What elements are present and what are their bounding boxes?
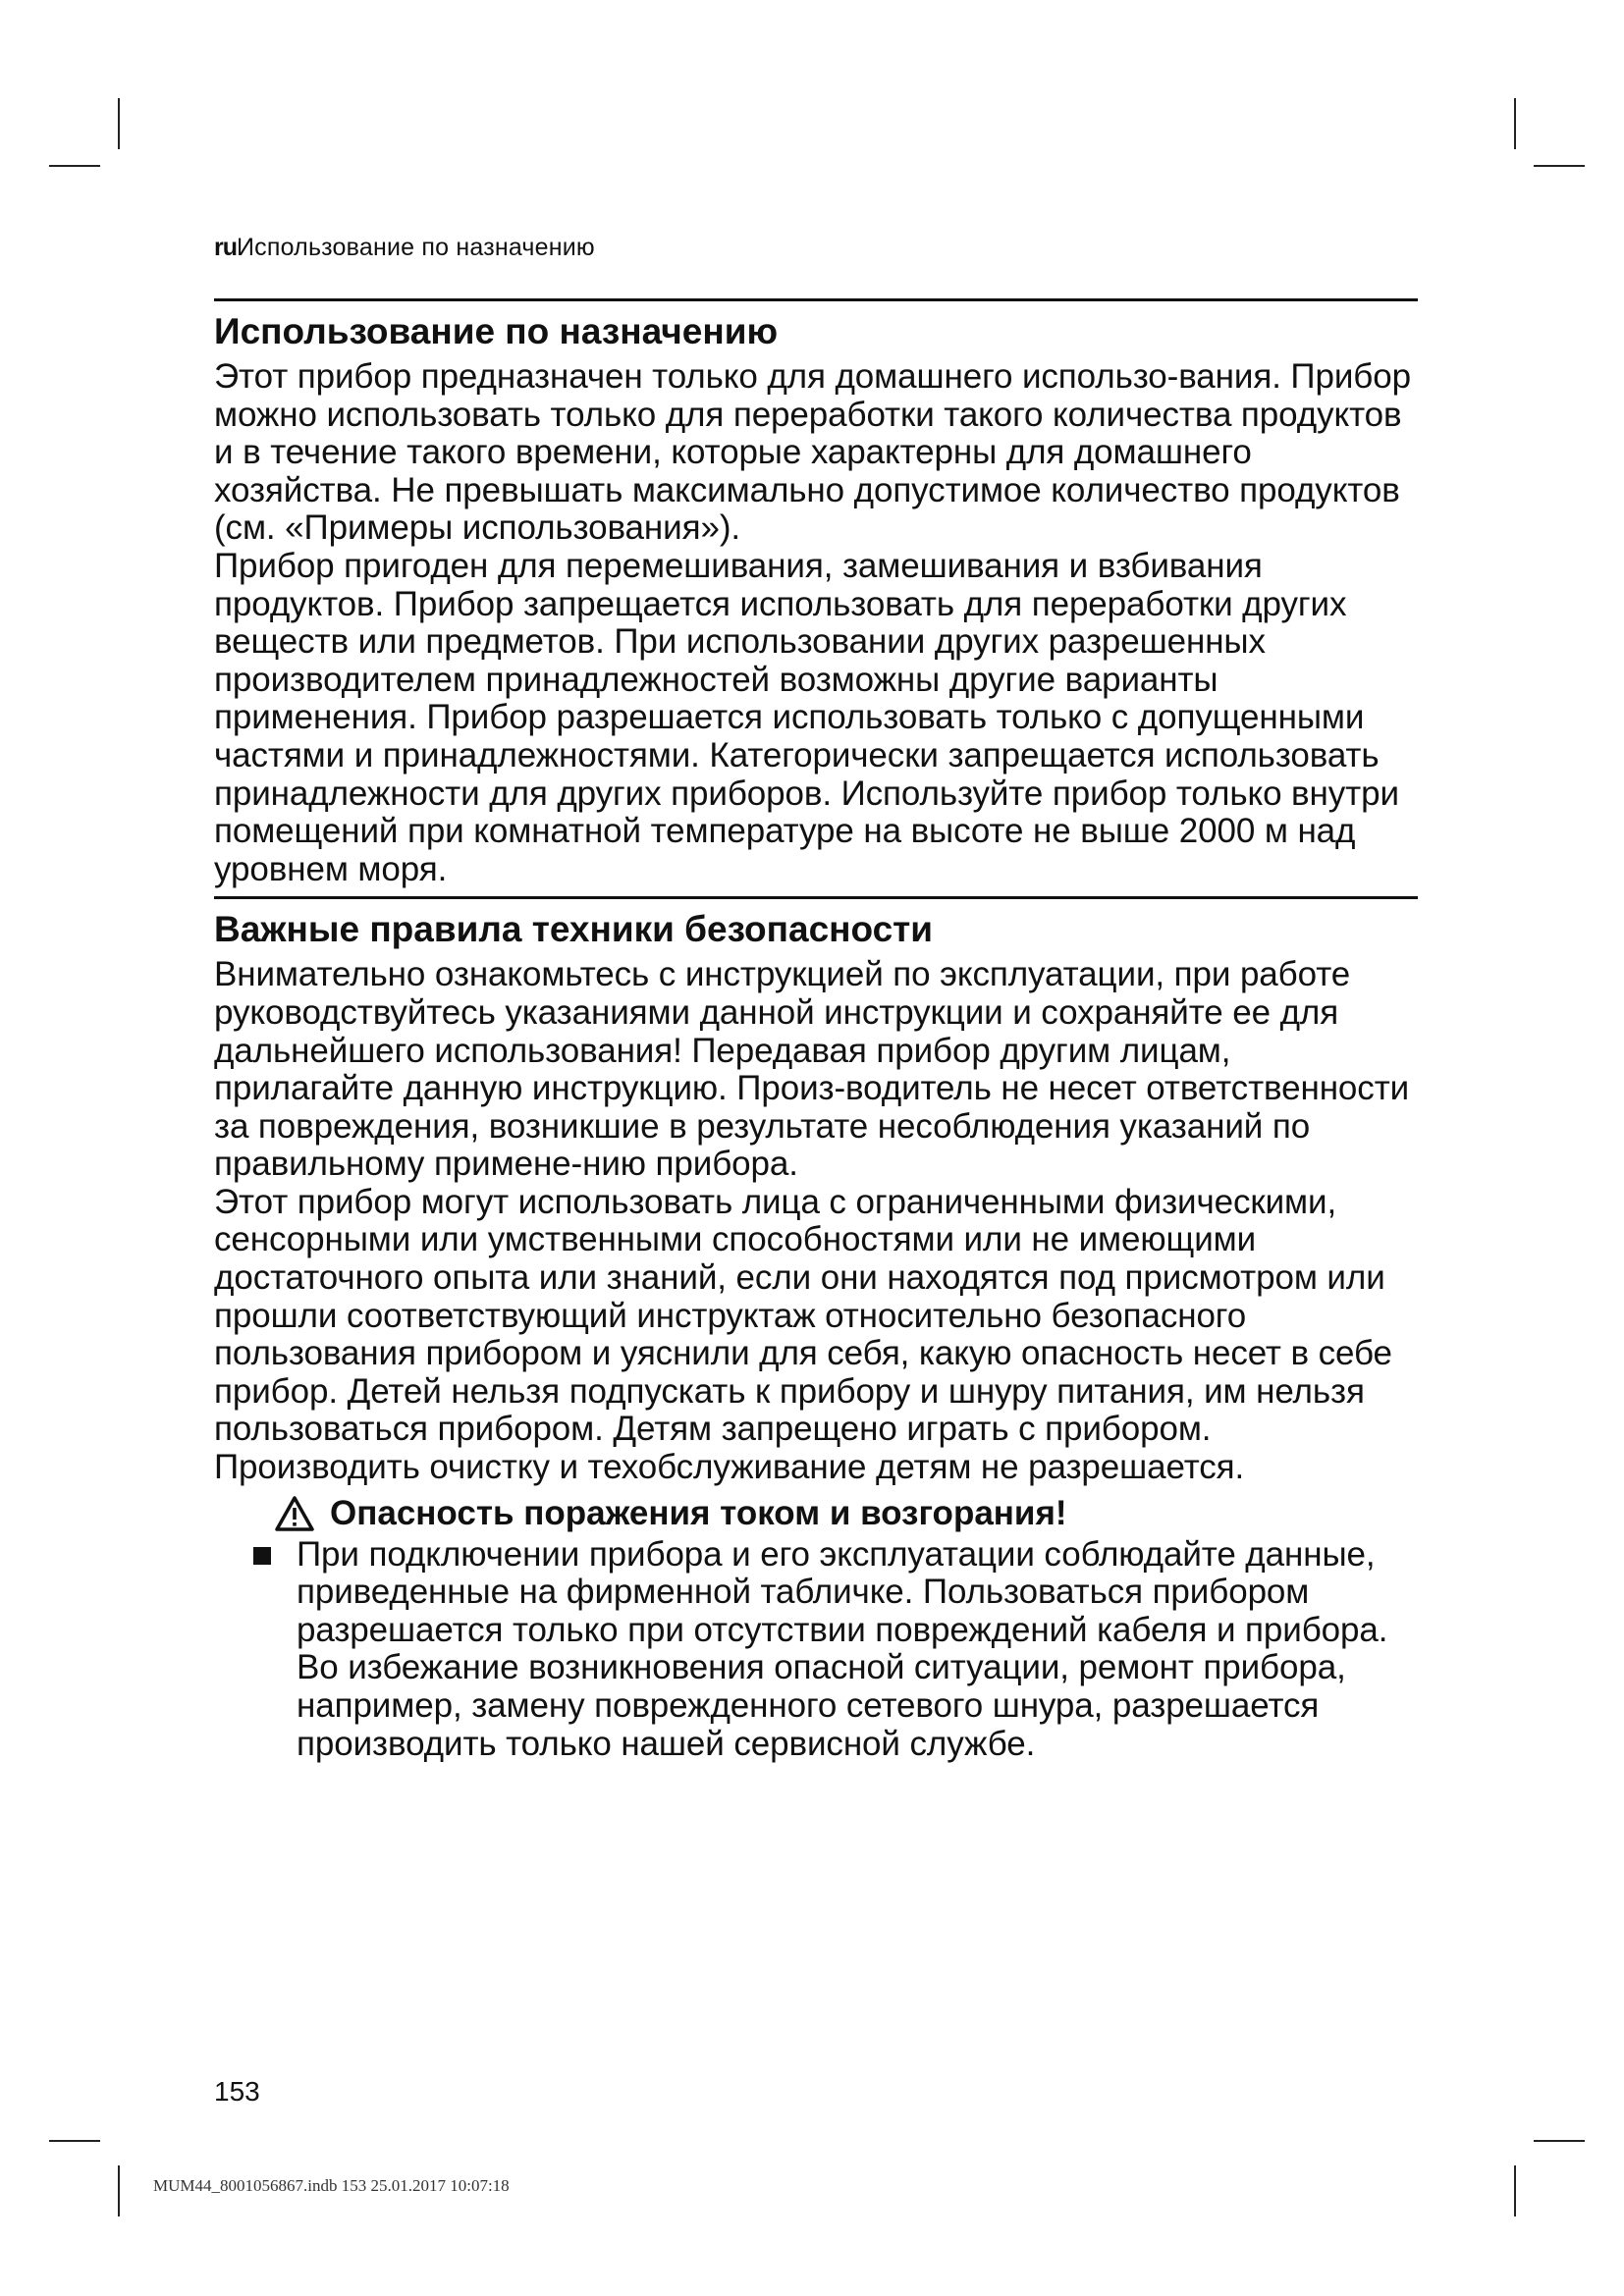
warning-heading [275, 1493, 1418, 1534]
page-number: 153 [214, 2076, 260, 2107]
crop-mark-top-left-h [49, 165, 100, 167]
intended-use-paragraph-2: Прибор пригоден для перемешивания, замешивания и взбивания продуктов. Прибор запрещается использовать для переработки других веществ или предметов. При использовании других разрешенных производителем принадлежностей возможны другие варианты применения. Прибор разрешается использовать только с допущенными частями и принадлежностями. Категорически запрещается использовать принадлежности для других приборов. Используйте прибор только внутри помещений при комнатной температуре на высоте не выше 2000 м над уровнем моря. [214, 546, 1399, 888]
section-title-safety-rules: Важные правила техники безопасности [214, 909, 934, 950]
warning-triangle-icon [275, 1496, 314, 1531]
section-divider [214, 896, 1418, 899]
warning-bullet [253, 1536, 1418, 1764]
running-title: Использование по назначению [237, 234, 595, 261]
warning-bullet-text: При подключении прибора и его эксплуатации соблюдайте данные, приведенные на фирменной табличке. Пользоваться прибором разрешается только при отсутствии повреждений кабеля и прибора. Во избежание возникновения опасной ситуации, ремонт прибора, например, замену поврежденного сетевого шнура, разрешается производить только нашей сервисной службе. [297, 1534, 1388, 1763]
crop-mark-top-left [118, 98, 120, 149]
crop-mark-top-right-h [1534, 165, 1585, 167]
language-code: ru [214, 234, 237, 261]
safety-paragraph-2: Этот прибор могут использовать лица с ограниченными физическими, сенсорными или умственными способностями или не имеющими достаточного опыта или знаний, если они находятся под присмотром или прошли соответствующий инструктаж относительно безопасного пользования прибором и уяснили для себя, какую опасность несет в себе прибор. Детей нельзя подпускать к прибору и шнуру питания, им нельзя пользоваться прибором. Детям запрещено играть с прибором. Производить очистку и техобслуживание детям не разрешается. [214, 1182, 1392, 1487]
footer-slug: MUM44_8001056867.indb 153 25.01.2017 10:07:18 [153, 2176, 510, 2195]
running-head [214, 232, 595, 263]
crop-mark-bottom-right-h [1534, 2140, 1585, 2142]
intended-use-paragraph-1: Этот прибор предназначен только для домашнего использо-вания. Прибор можно использовать только для переработки такого количества продуктов и в течение такого времени, которые характерны для домашнего хозяйства. Не превышать максимально допустимое количество продуктов (см. «Примеры использования»). [214, 357, 1411, 548]
crop-mark-top-right [1514, 98, 1516, 149]
crop-mark-bottom-right [1514, 2165, 1516, 2216]
warning-title: Опасность поражения током и возгорания! [330, 1493, 1067, 1532]
section-divider [214, 298, 1418, 301]
page-content [214, 298, 1418, 1763]
bullet-square-icon [253, 1547, 271, 1565]
crop-mark-bottom-left-h [49, 2140, 100, 2142]
safety-paragraph-1: Внимательно ознакомьтесь с инструкцией по эксплуатации, при работе руководствуйтесь указаниями данной инструкции и сохраняйте ее для дальнейшего использования! Передавая прибор другим лицам, прилагайте данную инструкцию. Произ-водитель не несет ответственности за повреждения, возникшие в результате несоблюдения указаний по правильному примене-нию прибора. [214, 955, 1410, 1184]
crop-mark-bottom-left [118, 2165, 120, 2216]
section-title-intended-use: Использование по назначению [214, 311, 779, 351]
